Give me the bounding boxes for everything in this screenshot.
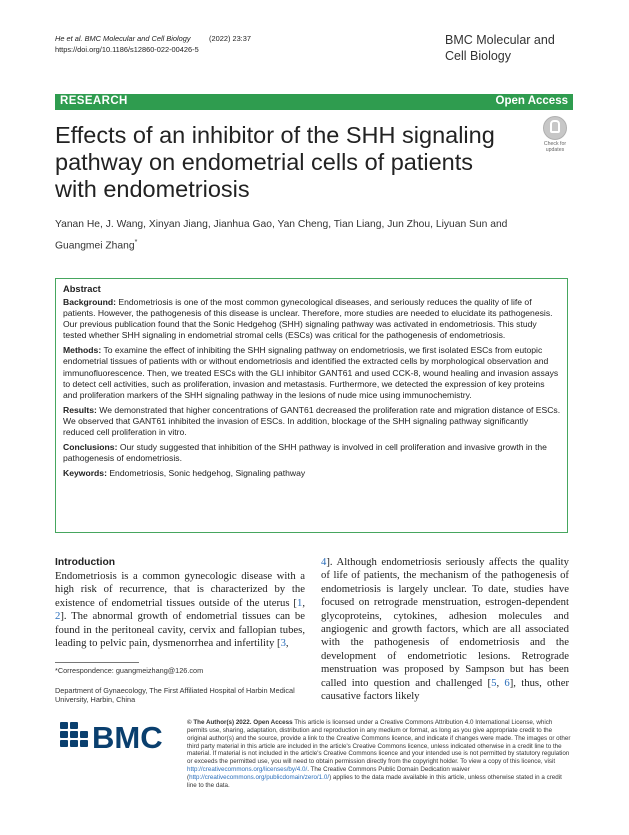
abstract-background bbox=[63, 297, 561, 341]
methods-label: Methods: bbox=[63, 345, 102, 356]
keywords-label: Keywords: bbox=[63, 468, 107, 479]
introduction-heading: Introduction bbox=[55, 557, 116, 568]
intro-text-d: ], thus, other causative factors likely bbox=[321, 676, 570, 703]
ref-link-1[interactable]: 1 bbox=[296, 596, 303, 609]
journal-name-line1: BMC Molecular and bbox=[445, 33, 555, 47]
affiliation-note: Department of Gynaecology, The First Affiliated Hospital of Harbin Medical University, Harbin, China bbox=[55, 686, 295, 705]
bmc-logo bbox=[60, 718, 180, 758]
citation-year: (2022) 23:37 bbox=[209, 34, 251, 43]
ref-link-2[interactable]: 2 bbox=[55, 610, 61, 623]
intro-paragraph bbox=[55, 570, 305, 650]
correspondence-note: *Correspondence: guangmeizhang@126.com bbox=[55, 666, 204, 675]
ref-separator: , bbox=[496, 676, 505, 689]
ref-separator: , bbox=[285, 637, 289, 650]
keywords-text: Endometriosis, Sonic hedgehog, Signaling pathway bbox=[109, 468, 306, 479]
research-label: RESEARCH bbox=[60, 95, 128, 107]
background-label: Background: bbox=[63, 297, 116, 307]
intro-text-b: ]. The abnormal growth of endometrial tissues can be found in the peritoneal cavity, cervix and fallopian tubes, leading to pelvic pain, dysmenorrhea and infertility [ bbox=[55, 610, 305, 650]
abstract-box bbox=[55, 278, 568, 533]
intro-left-column bbox=[55, 556, 305, 650]
ref-link-3[interactable]: 3 bbox=[280, 637, 286, 650]
article-type-banner bbox=[55, 94, 573, 110]
citation-journal: He et al. BMC Molecular and Cell Biology bbox=[55, 34, 191, 43]
ref-link-4[interactable]: 4 bbox=[321, 556, 327, 568]
article-title: Effects of an inhibitor of the SHH signaling pathway on endometrial cells of patients with endometriosis bbox=[55, 122, 495, 202]
results-label: Results: bbox=[63, 404, 97, 415]
cc-zero-link[interactable]: http://creativecommons.org/publicdomain/zero/1.0/ bbox=[189, 773, 330, 781]
background-text: Endometriosis is one of the most common gynecological diseases, and seriously reduces the quality of life of patients. However, the pathogenesis of this disease is unclear. Therefore, more studies are needed to elucidate its pathogenesis. Our previous publication found that the Sonic Hedgehog (SHH) signaling pathway was activated in endometriosis. This study tested whether SHH signaling in endometrial stromal cells (ESCs) was critical for the pathogenesis of endometriosis. bbox=[63, 297, 553, 341]
check-updates-line2: updates bbox=[545, 147, 565, 153]
author-names: Yanan He, J. Wang, Xinyan Jiang, Jianhua Gao, Yan Cheng, Tian Liang, Jun Zhou, Liyuan Sun and Guangmei Zhang bbox=[55, 219, 508, 252]
abstract-keywords bbox=[63, 468, 561, 479]
conclusions-label: Conclusions: bbox=[63, 442, 118, 453]
abstract-results bbox=[63, 405, 561, 438]
check-for-updates-icon bbox=[543, 116, 567, 140]
open-access-notice: Open Access bbox=[253, 719, 293, 726]
license-statement bbox=[187, 719, 573, 790]
ref-link-6[interactable]: 6 bbox=[504, 676, 510, 689]
license-text-b: . The Creative Commons Public Domain Dedication waiver ( bbox=[187, 766, 470, 781]
corresponding-author-mark: * bbox=[134, 239, 138, 246]
ref-separator: , bbox=[302, 596, 305, 609]
author-list bbox=[55, 216, 535, 255]
abstract-heading: Abstract bbox=[63, 284, 101, 294]
check-for-updates-button[interactable] bbox=[537, 116, 573, 152]
methods-text: To examine the effect of inhibiting the SHH signaling pathway on endometriosis, we first isolated ESCs from eutopic endometrial tissues of patients with or without endometriosis and identified the extracted cells by morphological observation and immunofluorescence. Then, we treated ESCs with the GLI inhibitor GANT61 and used CCK-8, wound healing and invasion assays to detect cell activities, such as proliferation, invasion and metastasis. Furthermore, we detected the expression of key proteins and proliferation markers of the SHH signaling pathway in the lesions of nude mice using immunochemistry. bbox=[63, 345, 559, 400]
ref-link-5[interactable]: 5 bbox=[491, 676, 497, 689]
doi-link[interactable]: https://doi.org/10.1186/s12860-022-00426-5 bbox=[55, 45, 199, 54]
check-updates-line1: Check for bbox=[543, 141, 567, 147]
results-text: We demonstrated that higher concentrations of GANT61 decreased the proliferation rate and migration distance of ESCs. We observed that GANT61 inhibited the invasion of ESCs. In addition, blockage of the SHH signaling pathway significantly reduced cell proliferation in vitro. bbox=[63, 404, 561, 438]
conclusions-text: Our study suggested that inhibition of the SHH pathway is involved in cell proliferation and invasive growth in the pathogenesis of endometriosis. bbox=[63, 442, 547, 464]
journal-name-line2: Cell Biology bbox=[445, 49, 512, 63]
abstract-methods bbox=[63, 345, 561, 400]
journal-name bbox=[445, 32, 555, 64]
intro-text-a: Endometriosis is a common gynecologic disease with a high risk of recurrence, that is characterized by the existence of endometrial tissues outside of the uterus [ bbox=[55, 570, 305, 609]
footnote-divider bbox=[55, 662, 139, 663]
bmc-logo-text: BMC bbox=[92, 720, 163, 755]
cc-license-link[interactable]: http://creativecommons.org/licenses/by/4.0/ bbox=[187, 766, 308, 774]
article-citation bbox=[55, 33, 251, 55]
license-text-a: This article is licensed under a Creative Commons Attribution 4.0 International License, which permits use, sharing, adaptation, distribution and reproduction in any medium or format, as long as you give appropriate credit to the original author(s) and the source, provide a link to the Creative Commons licence, and indicate if changes were made. The images or other third party material in this article are included in the article's Creative Commons licence, unless indicated otherwise in a credit line to the material. If material is not included in the article's Creative Commons licence and your intended use is not permitted by statutory regulation or exceeds the permitted use, you will need to obtain permission directly from the copyright holder. To view a copy of this licence, visit bbox=[187, 719, 571, 766]
copyright-notice: © The Author(s) 2022. bbox=[187, 719, 252, 726]
bmc-logo-icon bbox=[60, 718, 180, 758]
license-text-c: ) applies to the data made available in this article, unless otherwise stated in a credit line to the data. bbox=[187, 773, 562, 789]
open-access-label: Open Access bbox=[495, 95, 568, 107]
abstract-conclusions bbox=[63, 442, 561, 464]
intro-right-column bbox=[321, 556, 569, 703]
intro-text-c: ]. Although endometriosis seriously affects the quality of life of patients, the mechanism of the pathogenesis of endometriosis is largely unclear. To date, studies have focused on retrograde menstruation, estrogen-dependent glycoproteins, cytokines, adhesion molecules and angiogenic and growth factors, which are all associated with the pathogenesis of endometriosis and the development of endometriotic lesions. Retrograde menstruation was proposed by Sampson but has been called into question and challenged [ bbox=[321, 556, 569, 689]
